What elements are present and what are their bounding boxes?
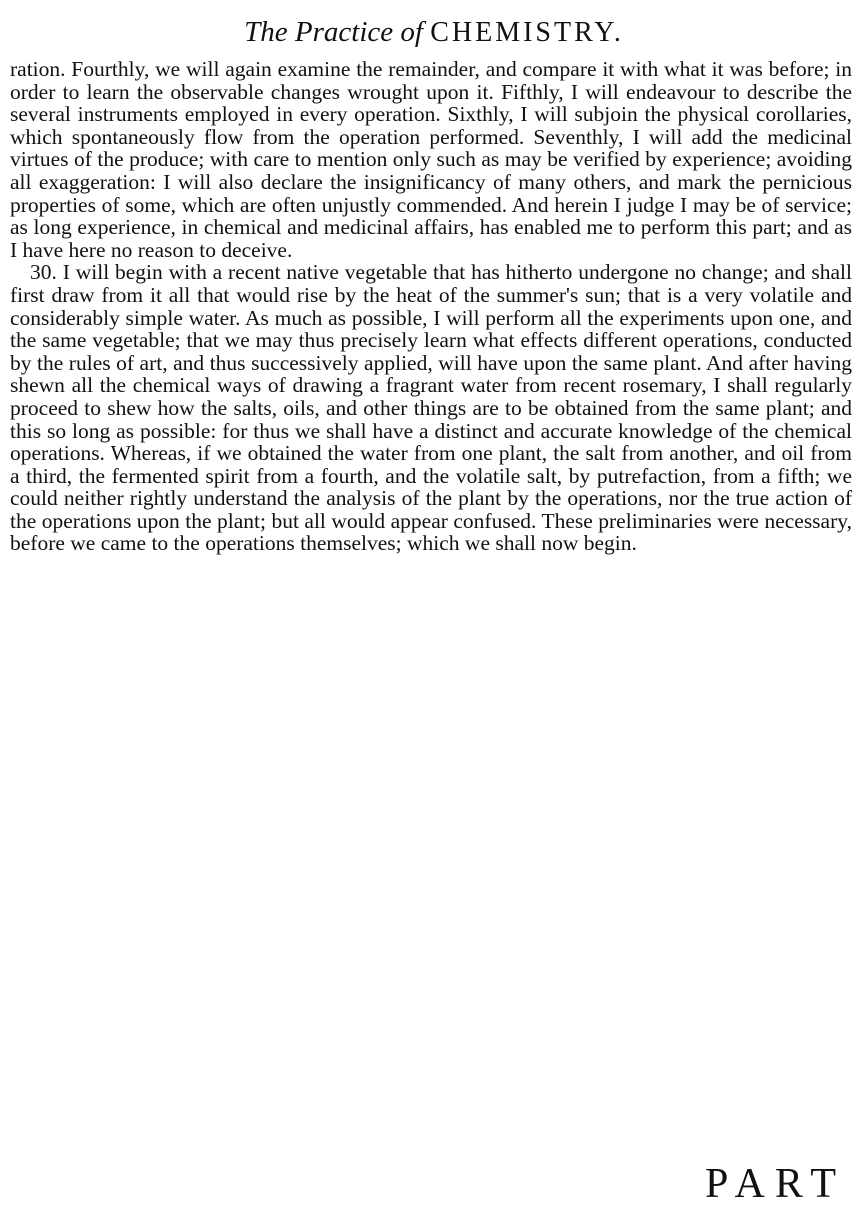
body-text	[10, 58, 852, 555]
catchword: PART	[705, 1161, 846, 1207]
paragraph-30: 30. I will begin with a recent native vegetable that has hitherto undergone no change; and shall first draw from it all that would rise by the heat of the summer's sun; that is a very volatile and considerably simple water. As much as possible, I will perform all the experiments upon one, and the same vegetable; that we may thus precisely learn what effects different operations, conducted by the rules of art, and thus successively applied, will have upon the same plant. And after having shewn all the chemical ways of drawing a fragrant water from recent rosemary, I shall regularly proceed to shew how the salts, oils, and other things are to be obtained from the same plant; and this so long as possible: for thus we shall have a distinct and accurate knowledge of the chemical operations. Whereas, if we obtained the water from one plant, the salt from another, and oil from a third, the fermented spirit from a fourth, and the volatile salt, by putrefaction, from a fifth; we could neither rightly understand the analysis of the plant by the operations, nor the true action of the operations upon the plant; but all would appear confused. These preliminaries were necessary, before we came to the operations themselves; which we shall now begin.	[10, 260, 852, 556]
paragraph-continuation: ration. Fourthly, we will again examine the remainder, and compare it with what it was before; in order to learn the observable changes wrought upon it. Fifthly, I will endeavour to describe the several instruments employed in every operation. Sixthly, I will subjoin the physical corollaries, which spontaneously flow from the operation performed. Seventhly, I will add the medicinal virtues of the produce; with care to mention only such as may be verified by experience; avoiding all exaggeration: I will also declare the insignificancy of many others, and mark the pernicious properties of some, which are often unjustly commended. And herein I judge I may be of service; as long experience, in chemical and medicinal affairs, has enabled me to perform this part; and as I have here no reason to deceive.	[10, 57, 852, 262]
running-header	[0, 14, 868, 51]
header-title-italic: The Practice of	[244, 16, 423, 48]
header-title-caps: CHEMISTRY.	[430, 17, 624, 48]
